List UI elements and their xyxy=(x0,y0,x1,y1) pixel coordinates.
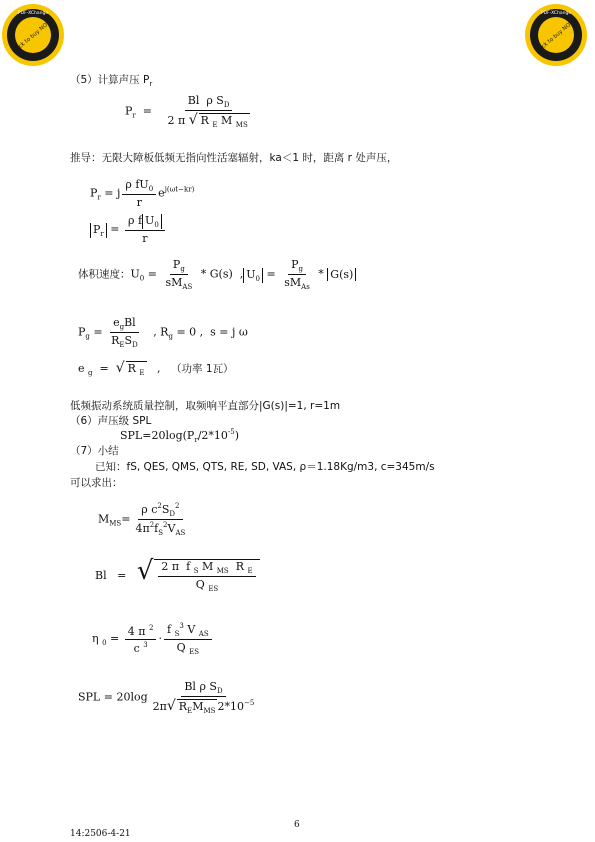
derivation-text: 推导：无限大障板低频无指向性活塞辐射，ka＜1 时，距离 r 处声压， xyxy=(70,152,398,164)
section-6-heading: （6）声压级 SPL xyxy=(70,415,152,427)
can-derive-text: 可以求出： xyxy=(70,477,123,489)
formula-bl: Bl = √ $\frac{2 \pi f _S M _{MS} R _E}{Q _{ES}}$ xyxy=(95,556,260,593)
formula-spl-final: SPL = 20log $\frac{Bl \rho S_D}{2\pi√ R_EM_{MS} 2*10^{-5}}$ xyxy=(78,680,255,715)
formula-volume-velocity: 体积速度：$U_0$ = $\frac{P_g}{sM_{AS}}$ * G(s) , $U_0$ = $\frac{P_g}{sM_{As}}$ * G(s) xyxy=(78,258,356,291)
pdf-xchange-badge-left[interactable] xyxy=(0,2,66,68)
formula-pr-complex: $P_r = j$ $\frac{\rho fU_0}{r}$ $e^{j(\omega t-kr)}$ xyxy=(90,178,195,209)
formula-eg: e $_g$ = √ R $_E$ , （功率 1瓦） xyxy=(78,360,234,377)
formula-eta0: η $_0$ = $\frac{4 \pi ^2}{c ^3}$ · $\frac{f _S^3 V _{AS}}{Q _{ES}}$ xyxy=(92,622,214,656)
footer-timestamp: 14:2506-4-21 xyxy=(70,829,131,839)
formula-spl-def: $SPL=20\log(P_r/2*10^{-5})$ xyxy=(120,428,240,444)
formula-pr-abs: $P_r$ = $\frac{\rho f U_0}{r}$ xyxy=(90,214,167,245)
svg-text:Click to buy NOW!: Click to buy NOW! xyxy=(12,17,55,55)
known-params: 已知：fS, QES, QMS, QTS, RE, SD, VAS, ρ＝1.18Kg/m3, c=345m/s xyxy=(95,461,435,473)
section-5-heading: （5）计算声压 $P_r$ xyxy=(70,74,153,88)
formula-pr: $P_r$ = $\frac{Bl \rho S_D}{2 \pi √ R _E M _{MS}}$ xyxy=(125,94,248,129)
formula-pg: $P_g$ = $\frac{e_gBl}{R_ES_D}$ , $R_g = 0$ , s = j ω xyxy=(78,316,248,349)
page-number: 6 xyxy=(294,820,300,830)
formula-mms: $M_{MS}=$ $\frac{\rho c^2S_D^2}{4\pi^2f_S^2V_{AS}}$ xyxy=(98,502,186,537)
lowfreq-text: 低频振动系统质量控制，取频响平直部分|G(s)|=1, r=1m xyxy=(70,400,341,412)
pdf-xchange-badge-right[interactable] xyxy=(523,2,589,68)
section-7-heading: （7）小结 xyxy=(70,445,119,457)
svg-text:PDF-XChange: PDF-XChange xyxy=(540,11,572,16)
svg-text:PDF-XChange: PDF-XChange xyxy=(17,11,49,16)
svg-text:Click to buy NOW!: Click to buy NOW! xyxy=(535,17,578,55)
